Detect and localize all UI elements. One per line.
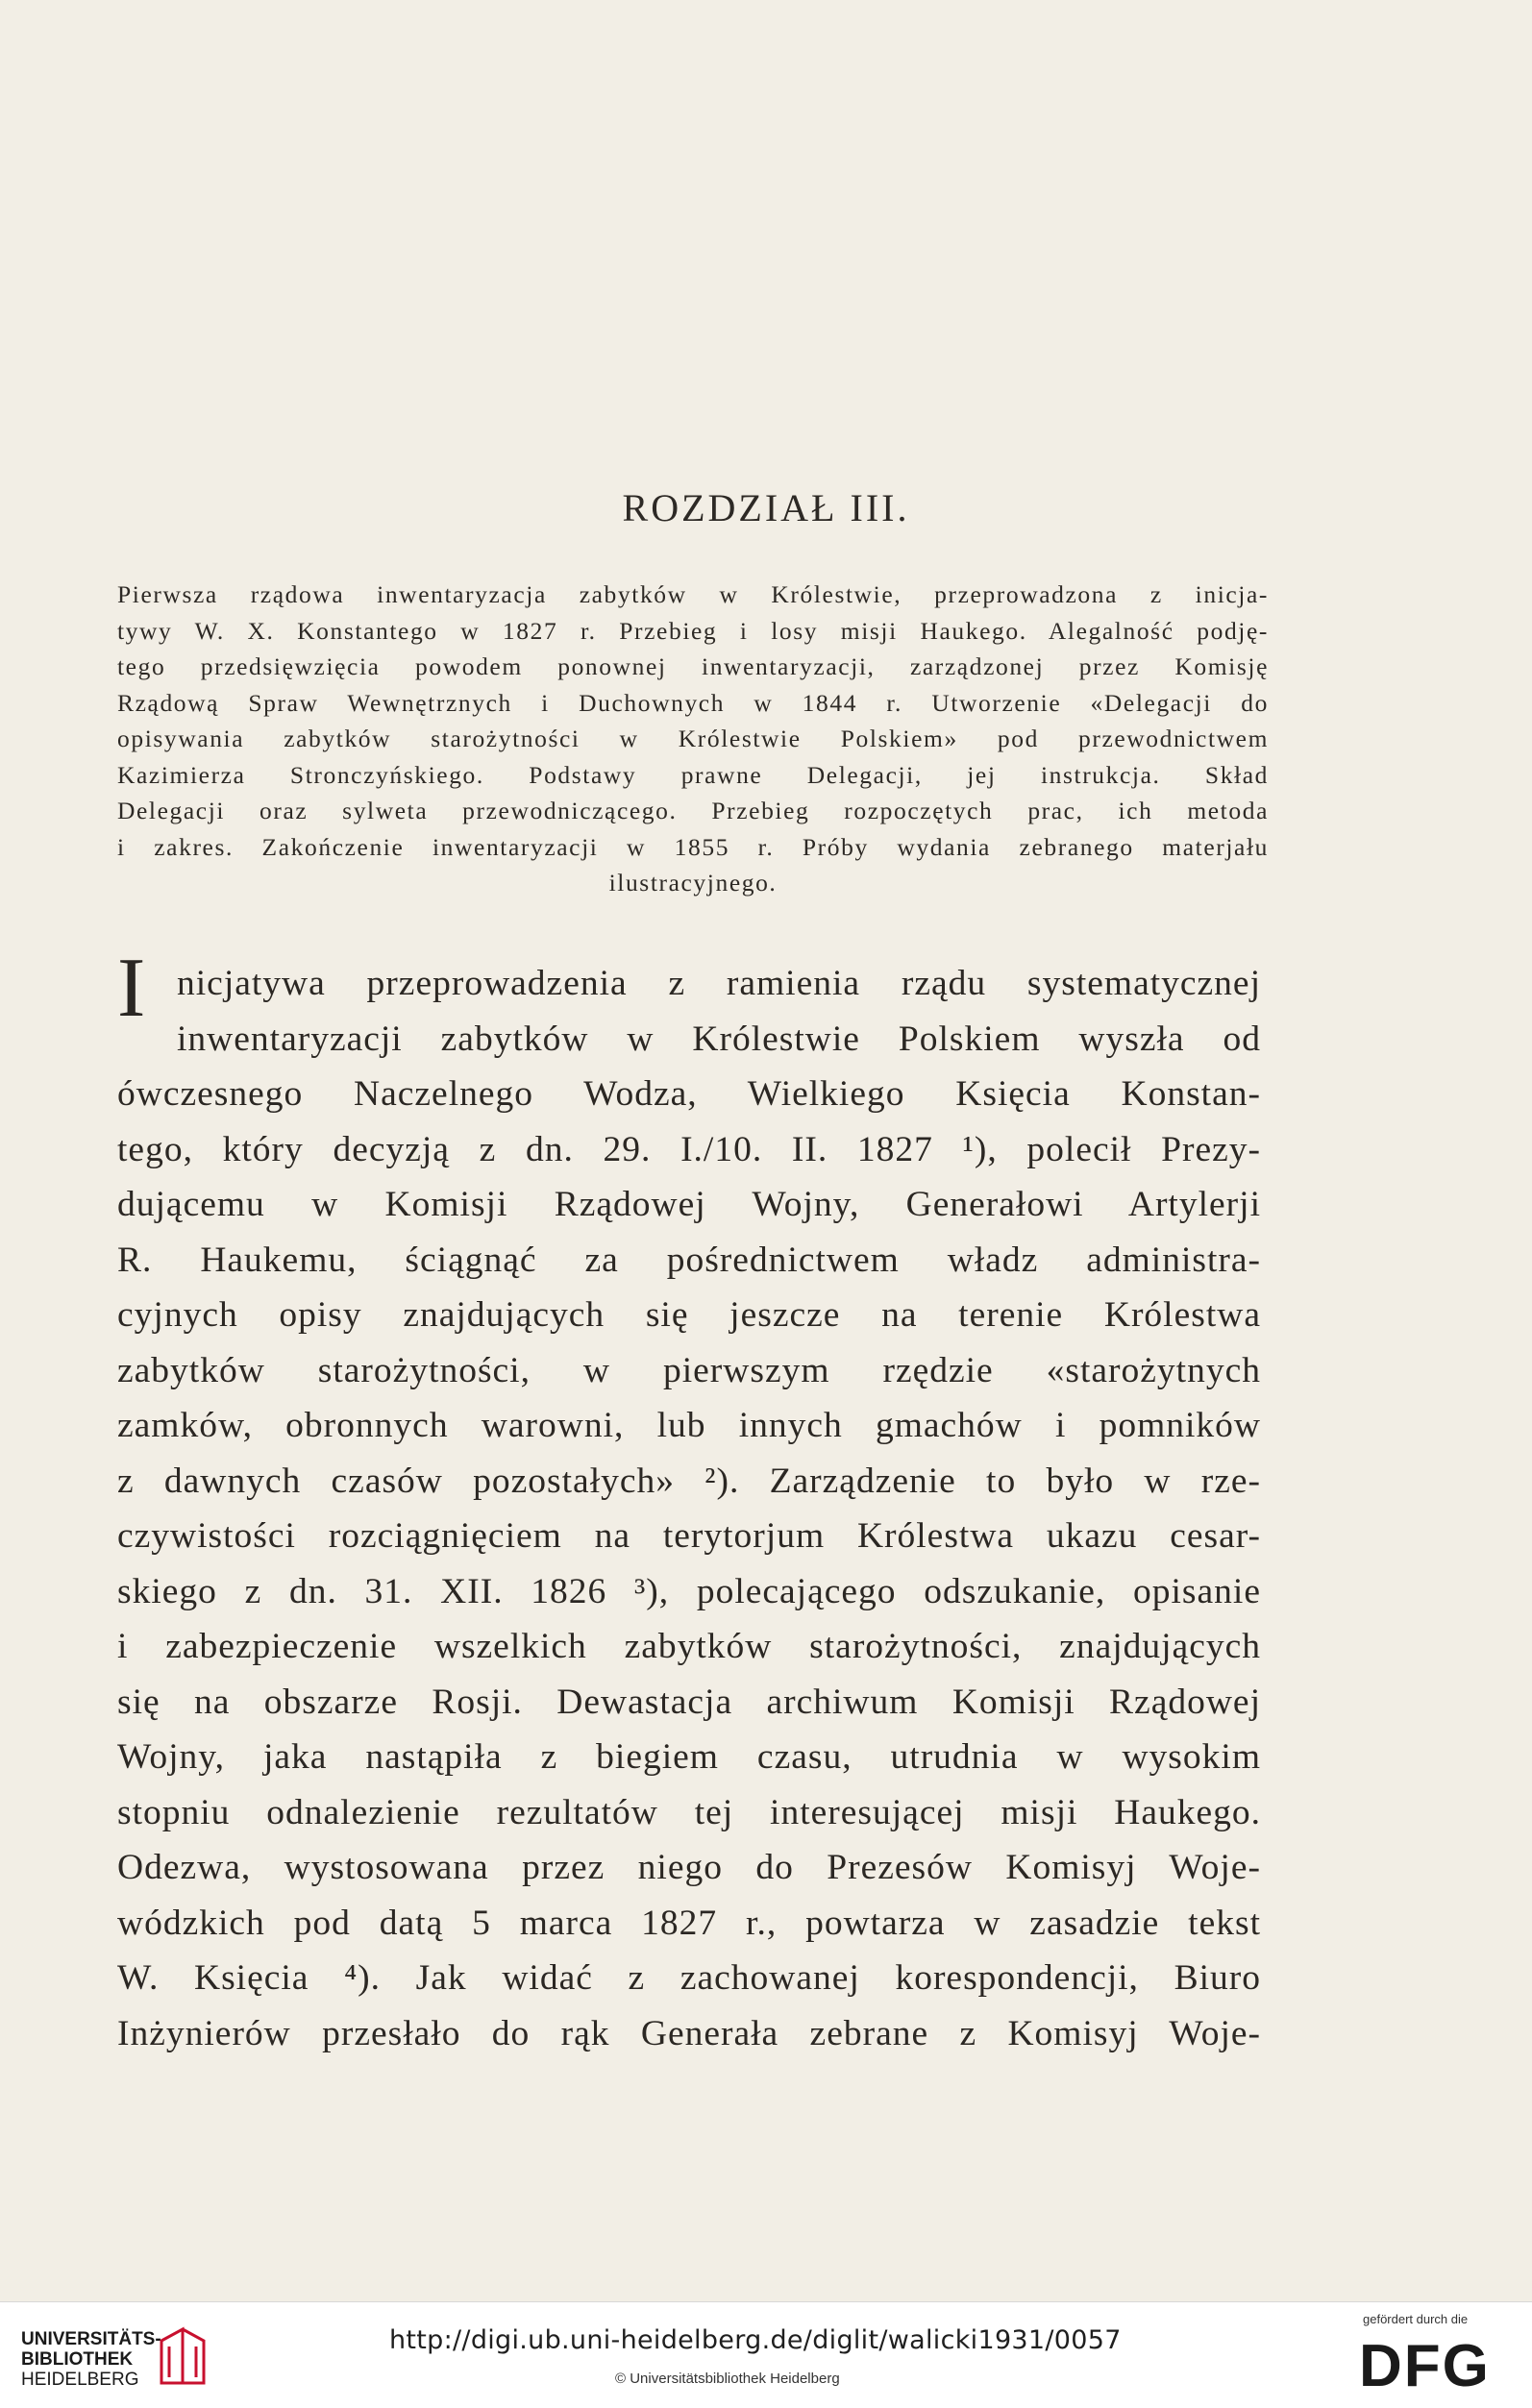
- body-line: inwentaryzacji zabytków w Królestwie Polskiem wyszła od: [177, 1019, 1261, 1059]
- body-line: czywistości rozciągnięciem na terytorjum Królestwa ukazu cesar-: [117, 1516, 1261, 1556]
- summary-line: opisywania zabytków starożytności w Królestwie Polskiem» pod przewodnictwem: [117, 725, 1269, 752]
- logo-line: HEIDELBERG: [21, 2370, 139, 2390]
- body-paragraph: [117, 956, 1261, 2061]
- body-line: i zabezpieczenie wszelkich zabytków starożytności, znajdujących: [117, 1627, 1261, 1666]
- summary-line: tego przedsięwzięcia powodem ponownej inwentaryzacji, zarządzonej przez Komisję: [117, 652, 1269, 680]
- body-line: nicjatywa przeprowadzenia z ramienia rządu systematycznej: [177, 964, 1261, 1003]
- body-line: się na obszarze Rosji. Dewastacja archiwum Komisji Rządowej: [117, 1682, 1261, 1722]
- drop-cap: I: [117, 942, 146, 1035]
- chapter-title: ROZDZIAŁ III.: [622, 486, 910, 529]
- body-line: Inżynierów przesłało do rąk Generała zebrane z Komisyj Woje-: [117, 2013, 1261, 2053]
- body-line: W. Księcia ⁴). Jak widać z zachowanej korespondencji, Biuro: [117, 1958, 1261, 1998]
- body-line: cyjnych opisy znajdujących się jeszcze na terenie Królestwa: [117, 1295, 1261, 1335]
- body-line: tego, który decyzją z dn. 29. I./10. II. 1827 ¹), polecił Prezy-: [117, 1129, 1261, 1169]
- body-line: Wojny, jaka nastąpiła z biegiem czasu, utrudnia w wysokim: [117, 1737, 1261, 1777]
- summary-line: tywy W. X. Konstantego w 1827 r. Przebieg i losy misji Haukego. Alegalność podję-: [117, 616, 1269, 645]
- body-line: R. Haukemu, ściągnąć za pośrednictwem władz administra-: [117, 1240, 1261, 1280]
- ub-logo-mark-icon: [154, 2322, 211, 2391]
- dfg-funding-label: gefördert durch die: [1363, 2312, 1469, 2326]
- body-line: wódzkich pod datą 5 marca 1827 r., powtarza w zasadzie tekst: [117, 1903, 1261, 1943]
- summary-line: i zakres. Zakończenie inwentaryzacji w 1855 r. Próby wydania zebranego materjału: [117, 832, 1269, 861]
- body-line: dującemu w Komisji Rządowej Wojny, Generałowi Artylerji: [117, 1185, 1261, 1224]
- summary-line: Rządową Spraw Wewnętrznych i Duchownych w 1844 r. Utworzenie «Delegacji do: [117, 688, 1269, 717]
- summary-line: Pierwsza rządowa inwentaryzacja zabytków w Królestwie, przeprowadzona z inicja-: [117, 580, 1269, 608]
- body-line: zabytków starożytności, w pierwszym rzędzie «starożytnych: [117, 1350, 1261, 1390]
- body-line: Odezwa, wystosowana przez niego do Prezesów Komisyj Woje-: [117, 1848, 1261, 1887]
- chapter-summary: [117, 577, 1269, 901]
- viewer-footer: [0, 2301, 1532, 2408]
- body-line: skiego z dn. 31. XII. 1826 ³), polecającego odszukanie, opisanie: [117, 1571, 1261, 1611]
- copyright-notice: © Universitätsbibliothek Heidelberg: [615, 2371, 840, 2387]
- dfg-logo[interactable]: DFG: [1359, 2333, 1491, 2399]
- logo-line: BIBLIOTHEK: [21, 2349, 134, 2370]
- logo-line: UNIVERSITÄTS-: [21, 2329, 161, 2349]
- summary-line: Kazimierza Stronczyńskiego. Podstawy prawne Delegacji, jej instrukcja. Skład: [117, 760, 1269, 789]
- body-line: z dawnych czasów pozostałych» ²). Zarządzenie to było w rze-: [117, 1461, 1261, 1501]
- permalink-url[interactable]: http://digi.ub.uni-heidelberg.de/diglit/walicki1931/0057: [389, 2325, 1122, 2355]
- body-line: stopniu odnalezienie rezultatów tej interesującej misji Haukego.: [117, 1792, 1261, 1832]
- body-line: ówczesnego Naczelnego Wodza, Wielkiego Księcia Konstan-: [117, 1074, 1261, 1114]
- body-line: zamków, obronnych warowni, lub innych gmachów i pomników: [117, 1406, 1261, 1445]
- summary-line: Delegacji oraz sylweta przewodniczącego. Przebieg rozpoczętych prac, ich metoda: [117, 797, 1269, 824]
- summary-line: ilustracyjnego.: [608, 869, 778, 897]
- ub-heidelberg-logo[interactable]: [21, 2329, 161, 2390]
